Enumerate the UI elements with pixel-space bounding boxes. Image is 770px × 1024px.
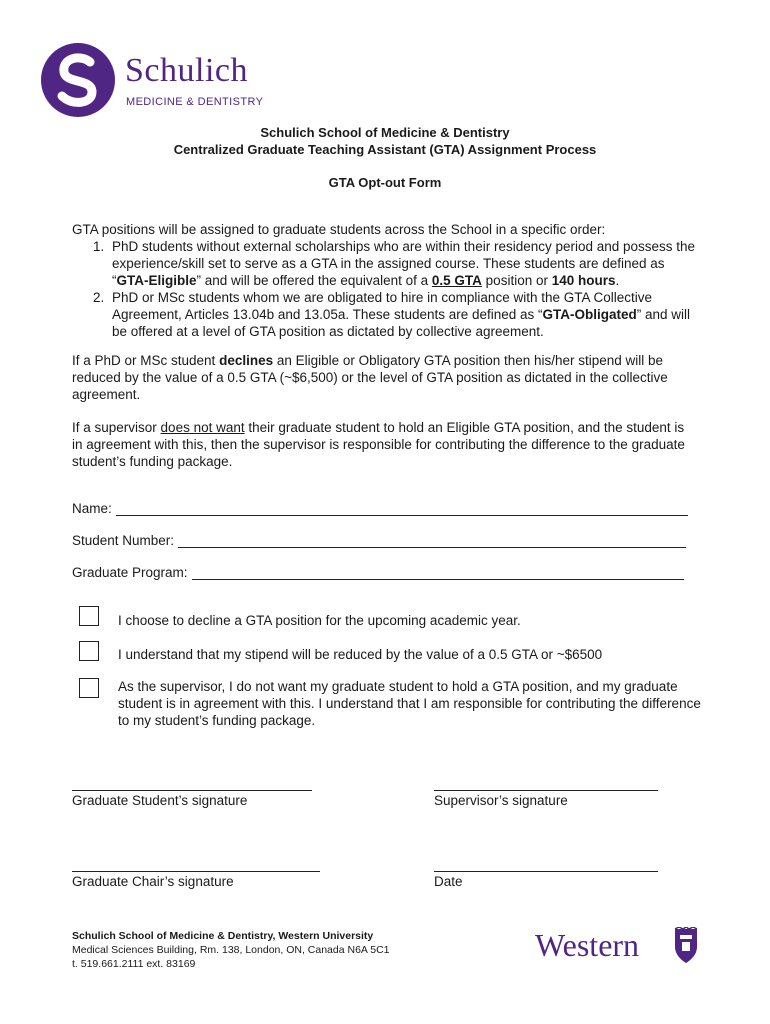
name-input[interactable] <box>116 501 688 516</box>
decline-gta-label: I choose to decline a GTA position for the upcoming academic year. <box>118 613 521 628</box>
form-title: GTA Opt-out Form <box>328 175 442 190</box>
footer-institution: Schulich School of Medicine & Dentistry, Western University <box>72 930 374 942</box>
chair-signature-label: Graduate Chair’s signature <box>72 874 234 889</box>
student-number-label: Student Number: <box>72 533 175 548</box>
supervisor-signature-line[interactable] <box>434 790 658 791</box>
logo-wordmark: Schulich <box>125 52 248 89</box>
supervisor-signature-label: Supervisor’s signature <box>434 793 568 808</box>
decline-gta-checkbox[interactable] <box>79 606 99 626</box>
program-field-row <box>72 565 684 580</box>
footer-address <box>72 929 390 971</box>
date-line[interactable] <box>434 871 658 872</box>
western-logo <box>535 927 700 969</box>
stipend-understanding-checkbox[interactable] <box>79 641 99 661</box>
process-heading: Centralized Graduate Teaching Assistant (GTA) Assignment Process <box>173 142 597 157</box>
intro-lead: GTA positions will be assigned to graduate students across the School in a specific order: <box>72 222 606 237</box>
name-field-row <box>72 501 688 516</box>
program-input[interactable] <box>192 565 684 580</box>
western-crest-icon <box>673 927 699 965</box>
list-item-obligated: 2. PhD or MSc students whom we are obligated to hire in compliance with the GTA Collective Agreement, Articles 13.04b and 13.05a. These students are defined as “GTA-Obligated” and will be offered at a level of GTA position as dictated by collective agreement. <box>108 289 697 340</box>
date-label: Date <box>434 874 463 889</box>
name-label: Name: <box>72 501 112 516</box>
student-signature-line[interactable] <box>72 790 312 791</box>
school-heading: Schulich School of Medicine & Dentistry <box>260 125 510 140</box>
supervisor-paragraph: If a supervisor does not want their graduate student to hold an Eligible GTA position, and the student is in agreement with this, then the supervisor is responsible for contributing the difference to the graduate student’s funding package. <box>72 420 685 469</box>
schulich-s-emblem <box>40 42 116 118</box>
stipend-understanding-label: I understand that my stipend will be reduced by the value of a 0.5 GTA or ~$6500 <box>118 647 603 662</box>
western-wordmark: Western <box>535 927 640 963</box>
student-signature-label: Graduate Student’s signature <box>72 793 248 808</box>
footer-building: Medical Sciences Building, Rm. 138, London, ON, Canada N6A 5C1 <box>72 944 390 956</box>
footer-phone: t. 519.661.2111 ext. 83169 <box>72 958 196 970</box>
supervisor-agreement-label: As the supervisor, I do not want my graduate student to hold a GTA position, and my graduate student is in agreement with this. I understand that I am responsible for contributing the difference to my student’s funding package. <box>118 679 701 728</box>
intro-section <box>72 221 697 340</box>
chair-signature-line[interactable] <box>72 871 320 872</box>
list-item-eligible: 1. PhD students without external scholarships who are within their residency period and possess the experience/skill set to serve as a GTA in the assigned course. These students are defined as “GTA-Eligible” and will be offered the equivalent of a 0.5 GTA position or 140 hours. <box>108 238 697 289</box>
logo-subtitle: MEDICINE & DENTISTRY <box>126 96 264 108</box>
student-number-input[interactable] <box>178 533 686 548</box>
student-number-field-row <box>72 533 686 548</box>
assignment-order-list <box>72 238 697 340</box>
decline-paragraph: If a PhD or MSc student declines an Eligible or Obligatory GTA position then his/her stipend will be reduced by the value of a 0.5 GTA (~$6,500) or the level of GTA position as dictated in the collective agreement. <box>72 353 668 402</box>
supervisor-agreement-checkbox[interactable] <box>79 678 99 698</box>
schulich-logo <box>40 40 280 120</box>
program-label: Graduate Program: <box>72 565 188 580</box>
